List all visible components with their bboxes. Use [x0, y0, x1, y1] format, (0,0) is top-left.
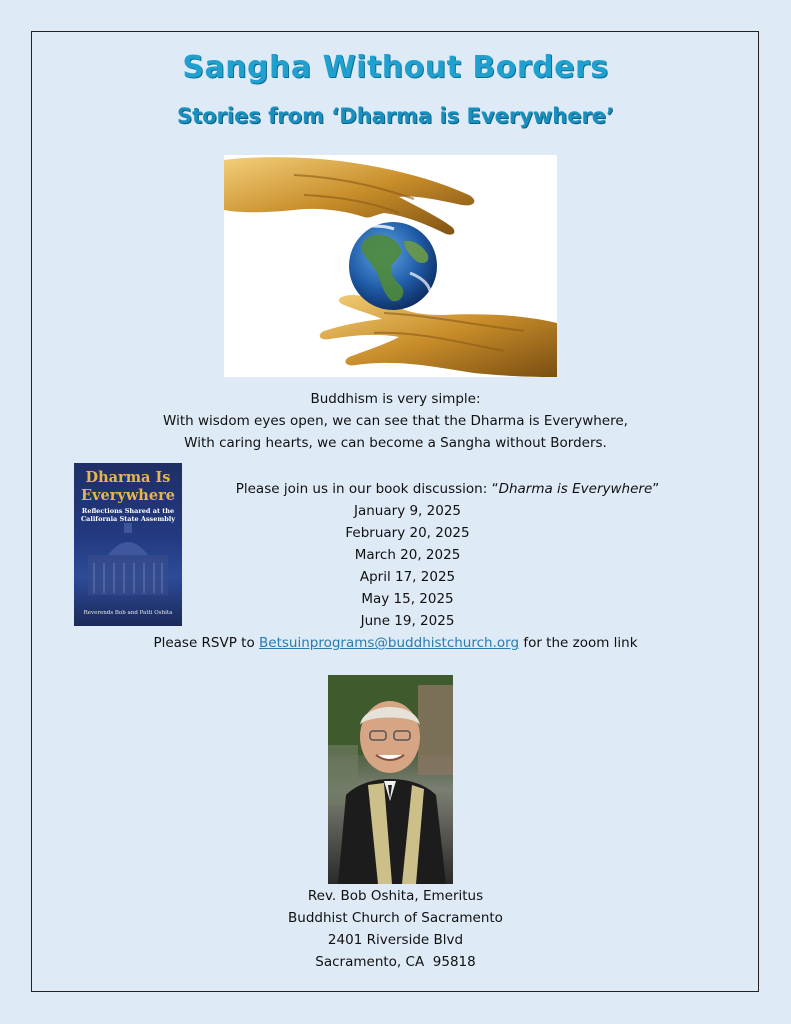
book-subtitle-line-2: California State Assembly	[80, 515, 176, 523]
page-subtitle: Stories from ‘Dharma is Everywhere’	[176, 104, 615, 128]
date-item: March 20, 2025	[354, 547, 461, 563]
date-item: June 19, 2025	[360, 613, 455, 629]
book-subtitle-line-1: Reflections Shared at the	[81, 507, 175, 515]
book-title-line-1: Dharma Is	[85, 469, 171, 486]
contact-city: Sacramento, CA 95818	[315, 954, 476, 970]
date-item: February 20, 2025	[345, 525, 470, 541]
contact-org: Buddhist Church of Sacramento	[288, 910, 503, 926]
rsvp-prefix: Please RSVP to	[153, 635, 260, 651]
book-title-line-2: Everywhere	[81, 487, 175, 504]
page-title: Sangha Without Borders	[182, 50, 609, 85]
intro-line-3: With caring hearts, we can become a Sangha without Borders.	[184, 435, 607, 451]
date-item: April 17, 2025	[359, 569, 456, 585]
invite-suffix: ”	[652, 481, 660, 497]
hero-image	[224, 155, 557, 377]
portrait-photo	[328, 675, 453, 884]
invite-prefix: Please join us in our book discussion: “	[235, 481, 499, 497]
rsvp-line	[0, 634, 791, 652]
date-item: January 9, 2025	[354, 503, 461, 519]
rsvp-suffix: for the zoom link	[519, 635, 638, 651]
contact-name: Rev. Bob Oshita, Emeritus	[307, 888, 484, 904]
intro-line-2: With wisdom eyes open, we can see that the Dharma is Everywhere,	[163, 413, 628, 429]
invite-line	[52, 480, 791, 498]
rsvp-email-link[interactable]: Betsuinprograms@buddhistchurch.org	[259, 635, 520, 651]
book-authors: Reverends Bob and Patti Oshita	[83, 610, 173, 616]
intro-line-1: Buddhism is very simple:	[310, 391, 481, 407]
invite-book-title: Dharma is Everywhere	[498, 481, 653, 497]
contact-street: 2401 Riverside Blvd	[327, 932, 464, 948]
date-item: May 15, 2025	[361, 591, 454, 607]
